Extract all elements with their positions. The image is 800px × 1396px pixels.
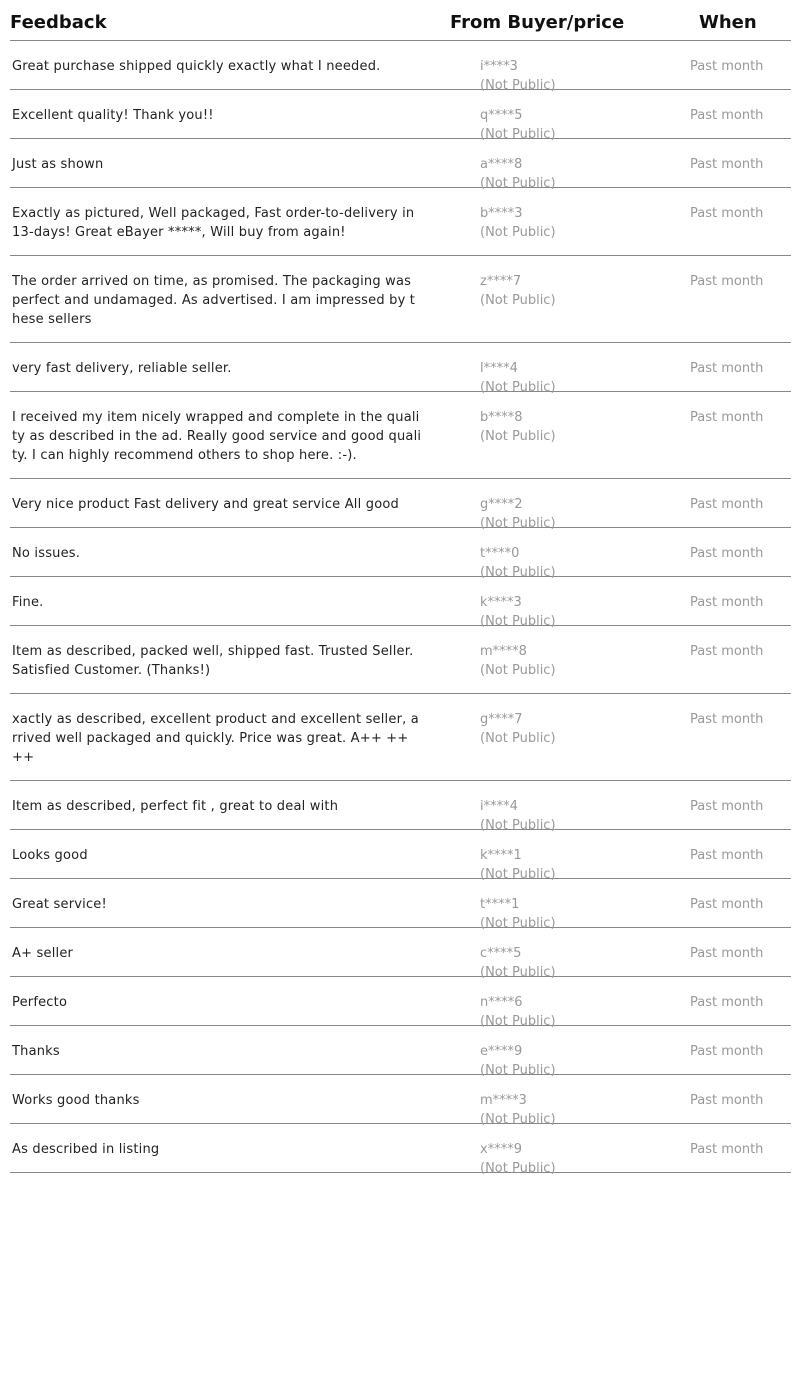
feedback-when: Past month: [690, 712, 764, 727]
buyer-privacy: (Not Public): [480, 1112, 556, 1127]
feedback-comment: No issues.: [12, 546, 81, 561]
table-row: [10, 1075, 791, 1127]
buyer-privacy: (Not Public): [480, 731, 556, 746]
table-row: [10, 928, 791, 980]
table-row: [10, 343, 791, 395]
table-row: [10, 879, 791, 931]
buyer-id: g****2: [480, 497, 523, 512]
feedback-comment: Item as described, perfect fit , great to deal with: [12, 799, 339, 814]
buyer-info: [480, 272, 556, 310]
feedback-comment: Fine.: [12, 595, 44, 610]
buyer-id: q****5: [480, 108, 523, 123]
feedback-when: Past month: [690, 1142, 764, 1157]
buyer-privacy: (Not Public): [480, 614, 556, 629]
table-row: [10, 977, 791, 1029]
buyer-privacy: (Not Public): [480, 1161, 556, 1176]
feedback-when: Past month: [690, 157, 764, 172]
buyer-id: m****8: [480, 644, 527, 659]
feedback-when: Past month: [690, 946, 764, 961]
feedback-comment: Looks good: [12, 848, 88, 863]
table-header: [10, 0, 791, 41]
feedback-when: Past month: [690, 497, 764, 512]
table-row: [10, 830, 791, 882]
table-row: [10, 694, 791, 781]
buyer-privacy: (Not Public): [480, 380, 556, 395]
buyer-id: b****3: [480, 206, 523, 221]
buyer-privacy: (Not Public): [480, 176, 556, 191]
feedback-when: Past month: [690, 595, 764, 610]
buyer-id: z****7: [480, 274, 522, 289]
table-row: [10, 90, 791, 142]
table-row: [10, 479, 791, 531]
buyer-info: [480, 204, 556, 242]
buyer-id: e****9: [480, 1044, 523, 1059]
feedback-comment: As described in listing: [12, 1142, 160, 1157]
feedback-when: Past month: [690, 897, 764, 912]
buyer-id: l****4: [480, 361, 518, 376]
buyer-privacy: (Not Public): [480, 1014, 556, 1029]
buyer-privacy: (Not Public): [480, 78, 556, 93]
table-row: [10, 626, 791, 694]
feedback-comment: xactly as described, excellent product and excellent seller, arrived well packaged and quickly. Price was great. A++ ++ ++: [12, 712, 419, 765]
buyer-id: c****5: [480, 946, 522, 961]
feedback-when: Past month: [690, 59, 764, 74]
buyer-id: k****3: [480, 595, 522, 610]
buyer-id: x****9: [480, 1142, 522, 1157]
feedback-when: Past month: [690, 108, 764, 123]
table-row: [10, 256, 791, 343]
feedback-when: Past month: [690, 274, 764, 289]
buyer-info: [480, 1140, 556, 1178]
buyer-id: k****1: [480, 848, 522, 863]
feedback-when: Past month: [690, 1093, 764, 1108]
feedback-comment: Just as shown: [12, 157, 104, 172]
buyer-privacy: (Not Public): [480, 127, 556, 142]
buyer-privacy: (Not Public): [480, 225, 556, 240]
feedback-when: Past month: [690, 1044, 764, 1059]
header-buyer-price: From Buyer/price: [450, 12, 625, 33]
feedback-when: Past month: [690, 644, 764, 659]
buyer-id: b****8: [480, 410, 523, 425]
buyer-privacy: (Not Public): [480, 516, 556, 531]
table-row: [10, 1124, 791, 1176]
buyer-privacy: (Not Public): [480, 916, 556, 931]
table-row: [10, 139, 791, 191]
feedback-comment: Item as described, packed well, shipped fast. Trusted Seller. Satisfied Customer. (Thanks!): [12, 644, 414, 678]
buyer-privacy: (Not Public): [480, 663, 556, 678]
buyer-id: g****7: [480, 712, 523, 727]
feedback-comment: I received my item nicely wrapped and complete in the quality as described in the ad. Really good service and good quality. I can highly recommend others to shop here. :-).: [12, 410, 422, 463]
feedback-comment: The order arrived on time, as promised. The packaging was perfect and undamaged. As advertised. I am impressed by these sellers: [12, 274, 416, 327]
feedback-comment: very fast delivery, reliable seller.: [12, 361, 232, 376]
feedback-when: Past month: [690, 410, 764, 425]
feedback-comment: Excellent quality! Thank you!!: [12, 108, 214, 123]
feedback-table: [10, 0, 791, 1176]
buyer-privacy: (Not Public): [480, 293, 556, 308]
feedback-comment: Very nice product Fast delivery and great service All good: [12, 497, 399, 512]
feedback-when: Past month: [690, 995, 764, 1010]
buyer-id: i****4: [480, 799, 518, 814]
buyer-id: m****3: [480, 1093, 527, 1108]
buyer-info: [480, 642, 556, 680]
buyer-id: t****1: [480, 897, 520, 912]
buyer-privacy: (Not Public): [480, 818, 556, 833]
buyer-privacy: (Not Public): [480, 429, 556, 444]
buyer-privacy: (Not Public): [480, 1063, 556, 1078]
table-row: [10, 392, 791, 479]
buyer-info: [480, 710, 556, 748]
buyer-info: [480, 408, 556, 446]
table-row: [10, 528, 791, 580]
feedback-comment: A+ seller: [12, 946, 74, 961]
feedback-when: Past month: [690, 799, 764, 814]
feedback-when: Past month: [690, 206, 764, 221]
table-row: [10, 781, 791, 833]
table-row: [10, 1026, 791, 1078]
table-row: [10, 188, 791, 256]
feedback-comment: Thanks: [12, 1044, 60, 1059]
header-feedback: Feedback: [10, 12, 107, 33]
feedback-when: Past month: [690, 848, 764, 863]
table-row: [10, 41, 791, 93]
buyer-privacy: (Not Public): [480, 965, 556, 980]
feedback-when: Past month: [690, 361, 764, 376]
feedback-when: Past month: [690, 546, 764, 561]
buyer-id: n****6: [480, 995, 523, 1010]
buyer-id: t****0: [480, 546, 520, 561]
feedback-comment: Exactly as pictured, Well packaged, Fast order-to-delivery in 13-days! Great eBayer *****, Will buy from again!: [12, 206, 415, 240]
table-row: [10, 577, 791, 629]
feedback-comment: Perfecto: [12, 995, 68, 1010]
buyer-id: a****8: [480, 157, 523, 172]
feedback-comment: Great purchase shipped quickly exactly what I needed.: [12, 59, 381, 74]
feedback-comment: Works good thanks: [12, 1093, 140, 1108]
buyer-id: i****3: [480, 59, 518, 74]
header-when: When: [699, 12, 757, 33]
feedback-comment: Great service!: [12, 897, 107, 912]
buyer-privacy: (Not Public): [480, 867, 556, 882]
buyer-privacy: (Not Public): [480, 565, 556, 580]
